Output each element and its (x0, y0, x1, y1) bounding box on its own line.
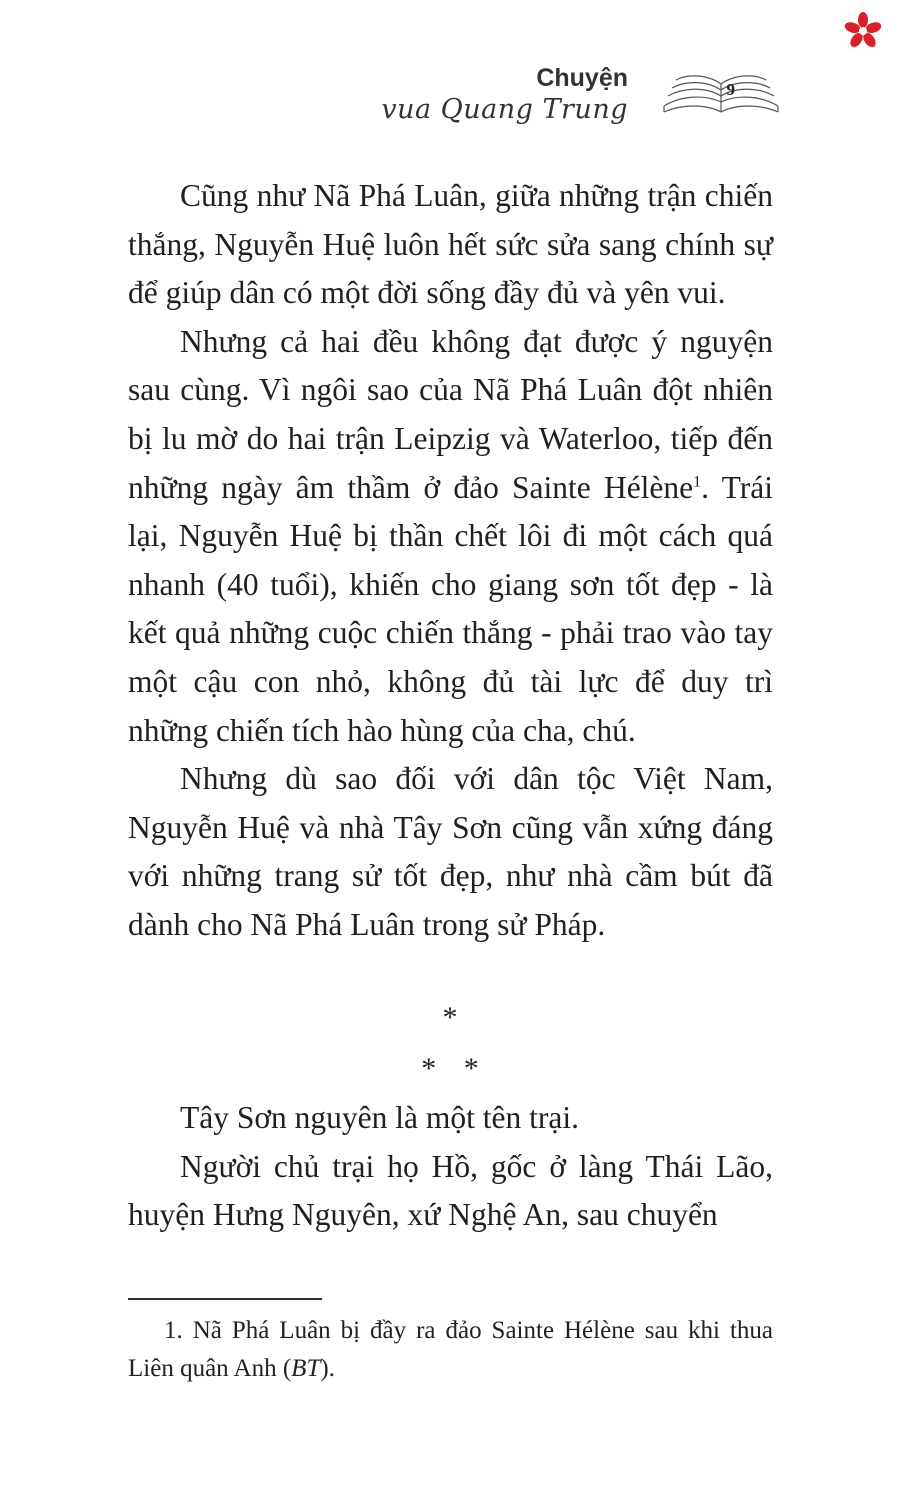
paragraph: Người chủ trại họ Hồ, gốc ở làng Thái Lão, huyện Hưng Nguyên, xứ Nghệ An, sau chuyển (128, 1148, 773, 1233)
body-text-continued (128, 1094, 773, 1240)
header-subtitle: vua Quang Trung (381, 94, 628, 125)
footnote-text: Nã Phá Luân bị đầy ra đảo Sainte Hélène sau khi thua Liên quân Anh ( (128, 1317, 773, 1382)
footnote-abbreviation: BT (291, 1355, 321, 1382)
paragraph (128, 318, 773, 755)
footnote-number: 1. (164, 1317, 183, 1344)
footnote-divider (128, 1298, 322, 1300)
footnote-close: ). (320, 1355, 335, 1382)
body-text (128, 172, 773, 950)
running-header (300, 58, 780, 138)
paragraph: Cũng như Nã Phá Luân, giữa những trận chiến thắng, Nguyễn Huệ luôn hết sức sửa sang chính sự để giúp dân có một đời sống đầy đủ và yên vui. (128, 178, 773, 311)
footnote (128, 1312, 773, 1388)
section-break-top: * (442, 1001, 458, 1034)
open-book-icon (662, 68, 780, 126)
page-number: 9 (726, 80, 735, 99)
paragraph: Tây Sơn nguyên là một tên trại. (180, 1100, 579, 1135)
footnote-reference: 1 (693, 473, 702, 491)
publisher-logo-icon (842, 10, 884, 52)
paragraph-text: . Trái lại, Nguyễn Huệ bị thần chết lôi đi một cách quá nhanh (40 tuổi), khiến cho giang sơn tốt đẹp - là kết quả những cuộc chiến thắng - phải trao vào tay một cậu con nhỏ, không đủ tài lực để duy trì những chiến tích hào hùng của cha, chú. (128, 469, 773, 748)
section-break-bottom: * * (421, 1052, 479, 1085)
paragraph-text: Nhưng cả hai đều không đạt được ý nguyện sau cùng. Vì ngôi sao của Nã Phá Luân đột nhiên bị lu mờ do hai trận Leipzig và Waterloo, tiếp đến những ngày âm thầm ở đảo Sainte Hélène (128, 323, 773, 505)
header-title: Chuyện (536, 64, 628, 92)
paragraph: Nhưng dù sao đối với dân tộc Việt Nam, Nguyễn Huệ và nhà Tây Sơn cũng vẫn xứng đáng với những trang sử tốt đẹp, như nhà cầm bút đã dành cho Nã Phá Luân trong sử Pháp. (128, 761, 773, 942)
